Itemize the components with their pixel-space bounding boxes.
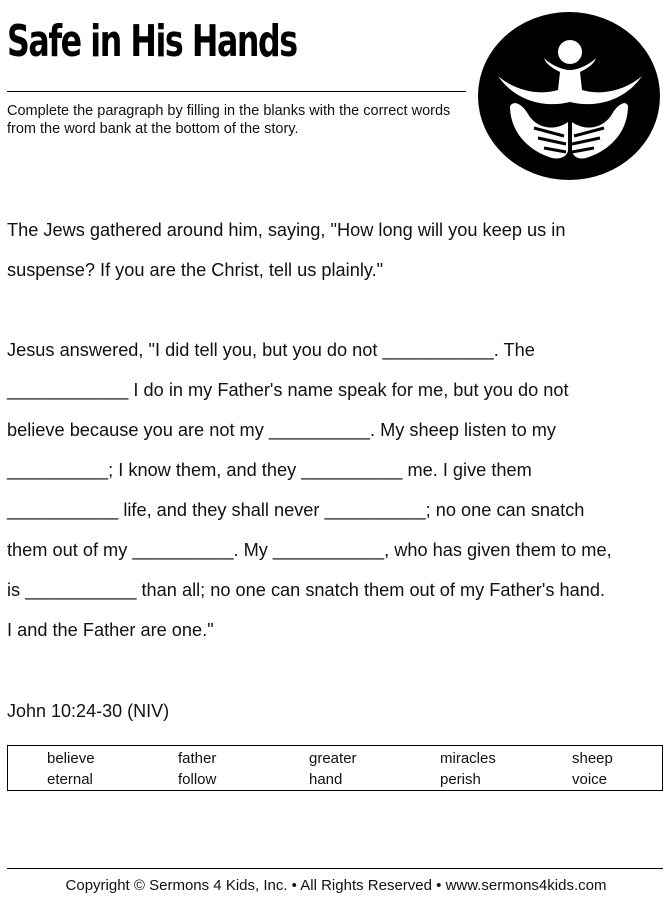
- story-body: [7, 210, 667, 650]
- word-bank-word: hand: [309, 771, 343, 788]
- word-bank-word: greater: [309, 750, 357, 767]
- word-bank-word: follow: [178, 771, 217, 788]
- page-title: Safe in His Hands: [7, 16, 297, 67]
- scripture-reference: John 10:24-30 (NIV): [7, 701, 170, 721]
- word-bank-word: father: [178, 750, 217, 767]
- story-paragraph-2: Jesus answered, "I did tell you, but you do not ___________. The ____________ I do in my Father's name speak for me, but you do not believe because you are not my __________. My sheep listen to my __________; I know them, and they __________ me. I give them ___________ life, and they shall never __________; no one can snatch them out of my __________. My ___________, who has given them to me, is ___________ than all; no one can snatch them out of my Father's hand. I and the Father are one.": [7, 340, 612, 640]
- footer-divider: [7, 868, 663, 869]
- word-bank-word: miracles: [440, 750, 496, 767]
- word-bank-word: eternal: [47, 771, 93, 788]
- word-bank-word: believe: [47, 750, 95, 767]
- title-divider: [7, 91, 466, 92]
- word-bank-word: sheep: [572, 750, 613, 767]
- hands-logo-icon: [476, 10, 662, 182]
- story-paragraph-1: The Jews gathered around him, saying, "How long will you keep us in suspense? If you are the Christ, tell us plainly.": [7, 220, 566, 280]
- instructions-text: Complete the paragraph by filling in the blanks with the correct words from the word bank at the bottom of the story.: [7, 103, 451, 137]
- word-bank-word: voice: [572, 771, 608, 788]
- word-bank: [7, 745, 663, 791]
- copyright-footer: Copyright © Sermons 4 Kids, Inc. • All Rights Reserved • www.sermons4kids.com: [65, 877, 607, 894]
- word-bank-word: perish: [440, 771, 481, 788]
